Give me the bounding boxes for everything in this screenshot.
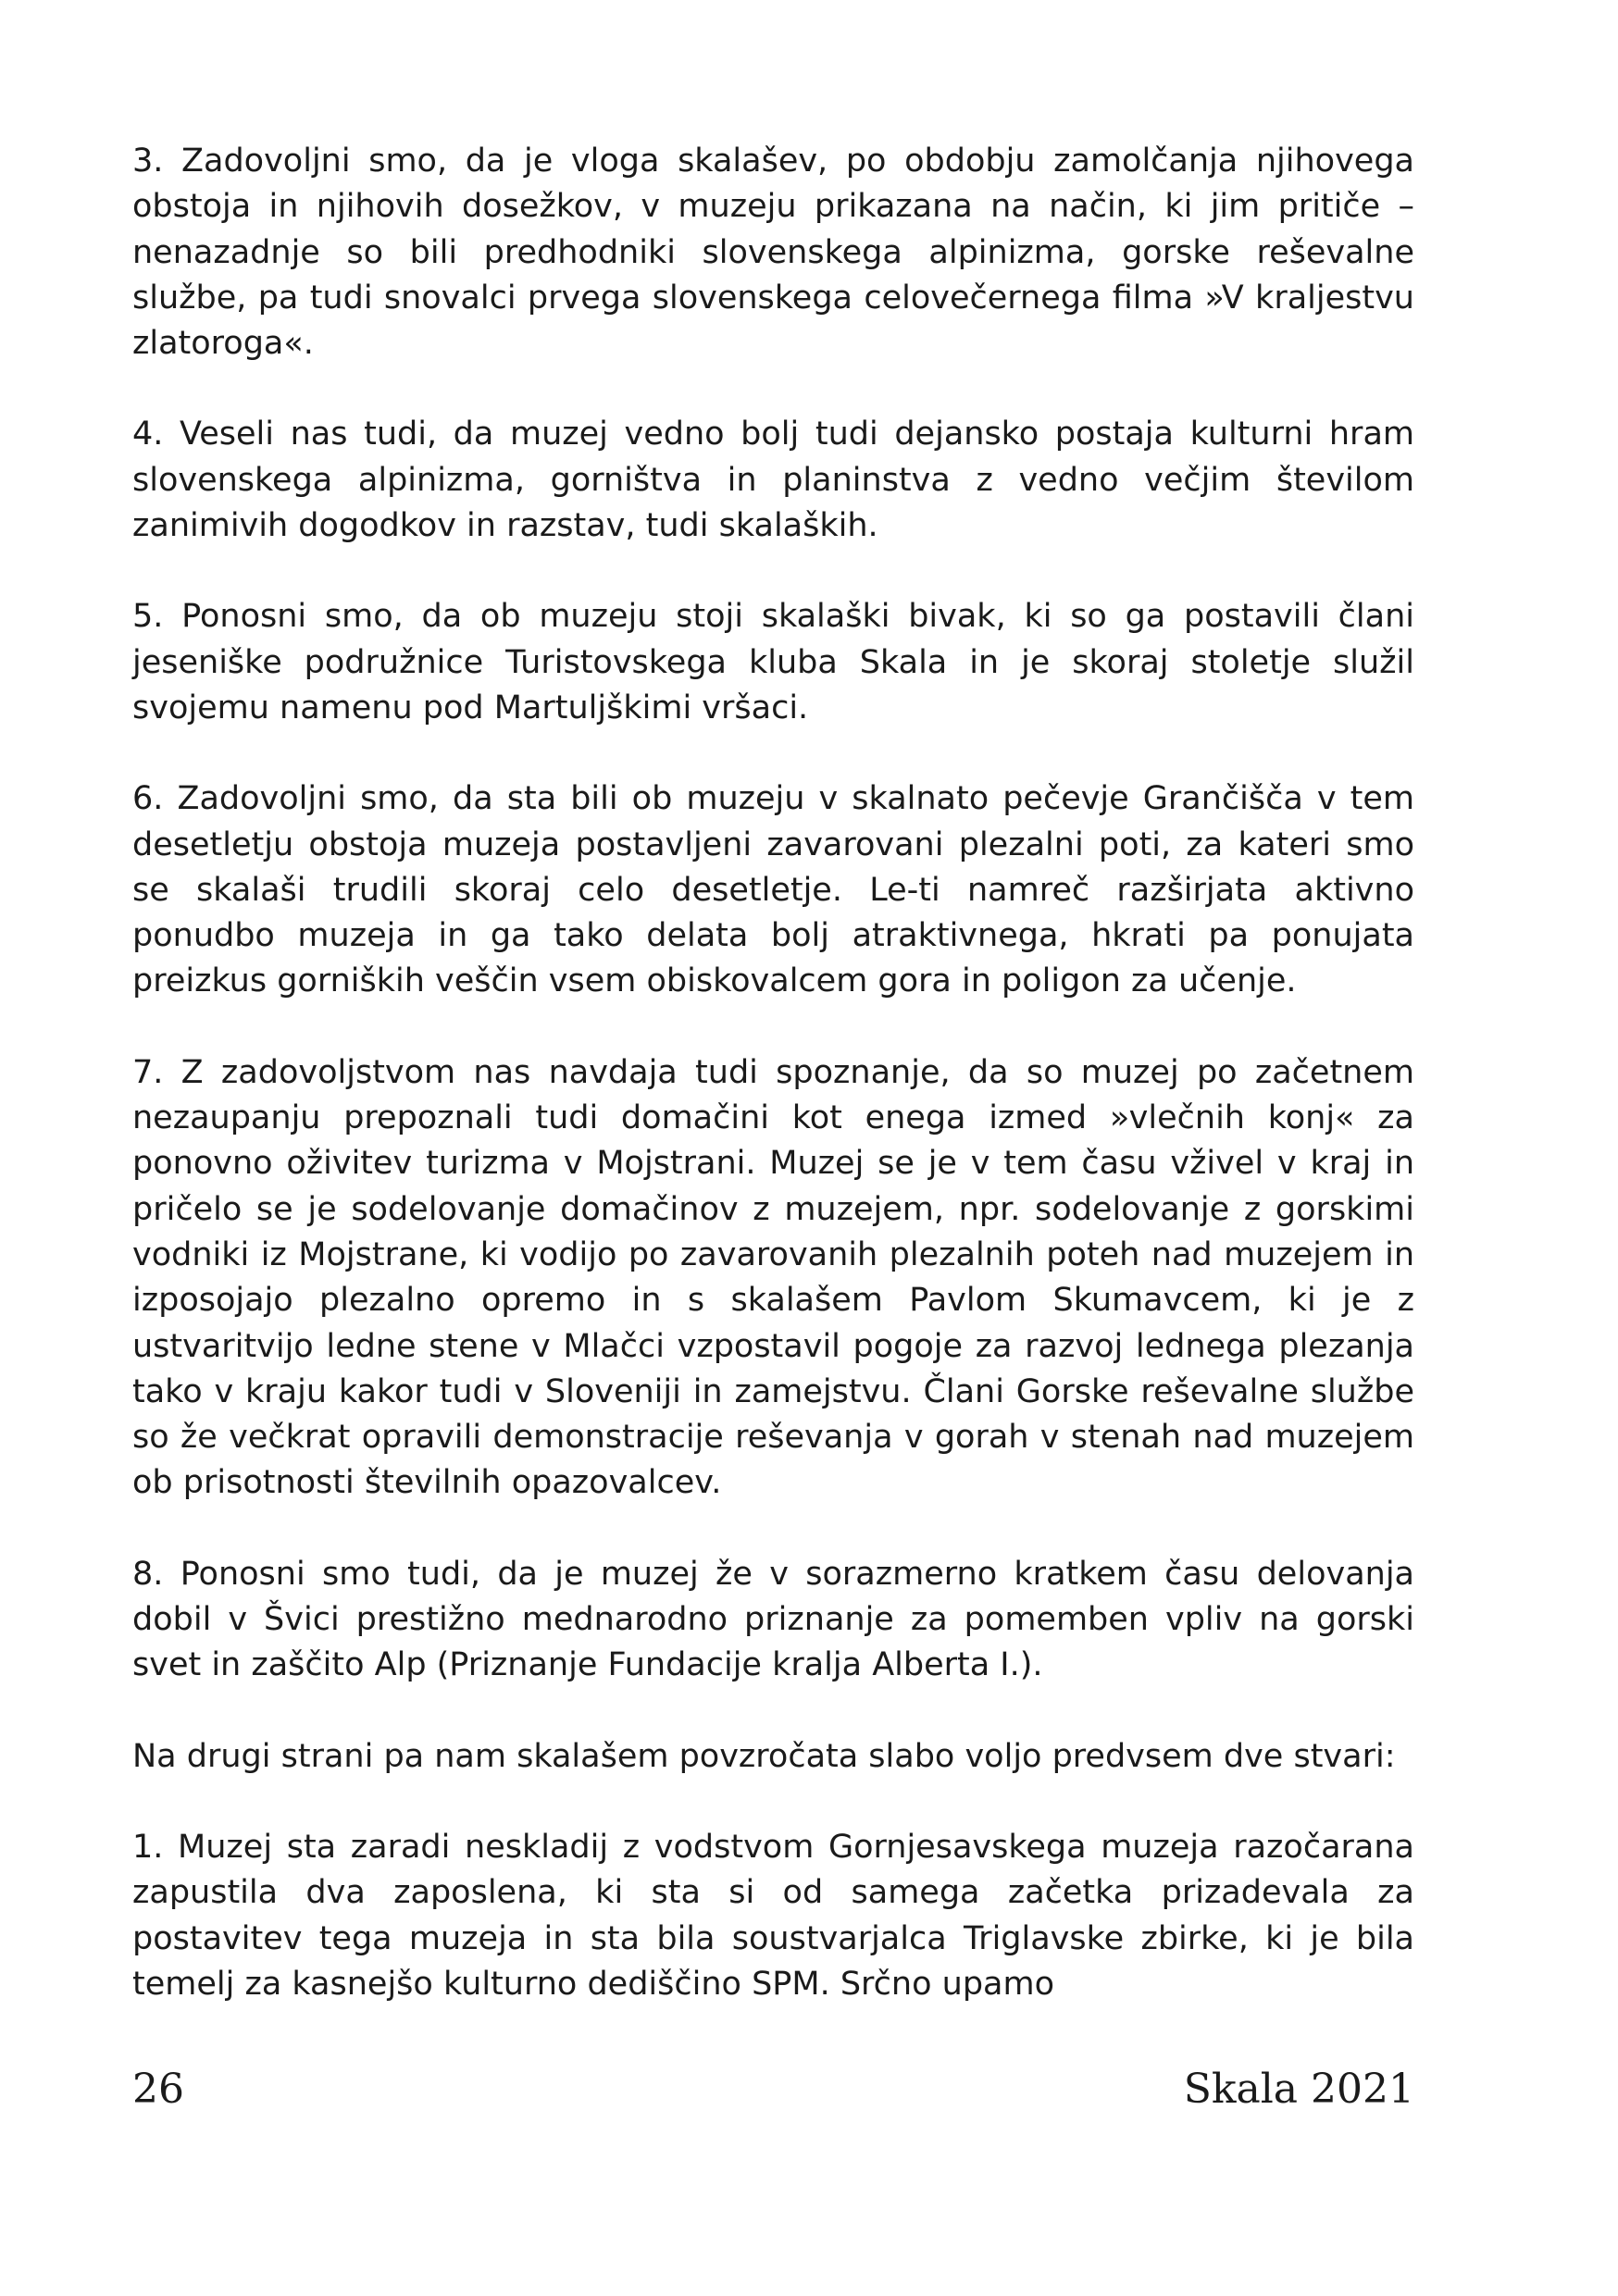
paragraph-6: 6. Zadovoljni smo, da sta bili ob muzeju v skalnato pečevje Grančišča v tem desetletju obstoja muzeja postavljeni zavarovani plezalni poti, za kateri smo se skalaši trudili skoraj celo desetletje. Le-ti namreč razširjata aktivno ponudbo muzeja in ga tako delata bolj atraktivnega, hkrati pa ponujata preizkus gorniških veščin vsem obiskovalcem gora in poligon za učenje. bbox=[132, 780, 1414, 1000]
page-footer bbox=[132, 2066, 1414, 2113]
paragraph-8: 8. Ponosni smo tudi, da je muzej že v sorazmerno kratkem času delovanja dobil v Švici prestižno mednarodno priznanje za pomemben vpliv na gorski svet in zaščito Alp (Priznanje Fundacije kralja Alberta I.). bbox=[132, 1555, 1414, 1684]
paragraph-7: 7. Z zadovoljstvom nas navdaja tudi spoznanje, da so muzej po začetnem nezaupanju prepoznali tudi domačini kot enega izmed »vlečnih konj« za ponovno oživitev turizma v Mojstrani. Muzej se je v tem času vživel v kraj in pričelo se je sodelovanje domačinov z muzejem, npr. sodelovanje z gorskimi vodniki iz Mojstrane, ki vodijo po zavarovanih plezalnih poteh nad muzejem in izposojajo plezalno opremo in s skalašem Pavlom Skumavcem, ki je z ustvaritvijo ledne stene v Mlačci vzpostavil pogoje za razvoj lednega plezanja tako v kraju kakor tudi v Sloveniji in zamejstvu. Člani Gorske reševalne službe so že večkrat opravili demonstracije reševanja v gorah v stenah nad muzejem ob prisotnosti številnih opazovalcev. bbox=[132, 1053, 1414, 1502]
publication-title: Skala 2021 bbox=[1183, 2066, 1414, 2113]
paragraph-intro-negatives: Na drugi strani pa nam skalašem povzročata slabo voljo predvsem dve stvari: bbox=[132, 1737, 1396, 1775]
paragraph-4: 4. Veseli nas tudi, da muzej vedno bolj tudi dejansko postaja kulturni hram slovenskega alpinizma, gorništva in planinstva z vedno večjim številom zanimivih dogodkov in razstav, tudi skalaških. bbox=[132, 416, 1414, 545]
paragraph-5: 5. Ponosni smo, da ob muzeju stoji skalaški bivak, ki so ga postavili člani jeseniške podružnice Turistovskega kluba Skala in je skoraj stoletje služil svojemu namenu pod Martuljškimi vršaci. bbox=[132, 598, 1414, 726]
document-page bbox=[132, 139, 1414, 2295]
body-text bbox=[132, 139, 1414, 2007]
paragraph-negative-1: 1. Muzej sta zaradi neskladij z vodstvom Gornjesavskega muzeja razočarana zapustila dva zaposlena, ki sta si od samega začetka prizadevala za postavitev tega muzeja in sta bila soustvarjalca Triglavske zbirke, ki je bila temelj za kasnejšo kulturno dediščino SPM. Srčno upamo bbox=[132, 1828, 1414, 2003]
paragraph-3: 3. Zadovoljni smo, da je vloga skalašev, po obdobju zamolčanja njihovega obstoja in njihovih dosežkov, v muzeju prikazana na način, ki jim pritiče – nenazadnje so bili predhodniki slovenskega alpinizma, gorske reševalne službe, pa tudi snovalci prvega slovenskega celovečernega filma »V kraljestvu zlatoroga«. bbox=[132, 143, 1414, 363]
page-number: 26 bbox=[132, 2066, 184, 2113]
